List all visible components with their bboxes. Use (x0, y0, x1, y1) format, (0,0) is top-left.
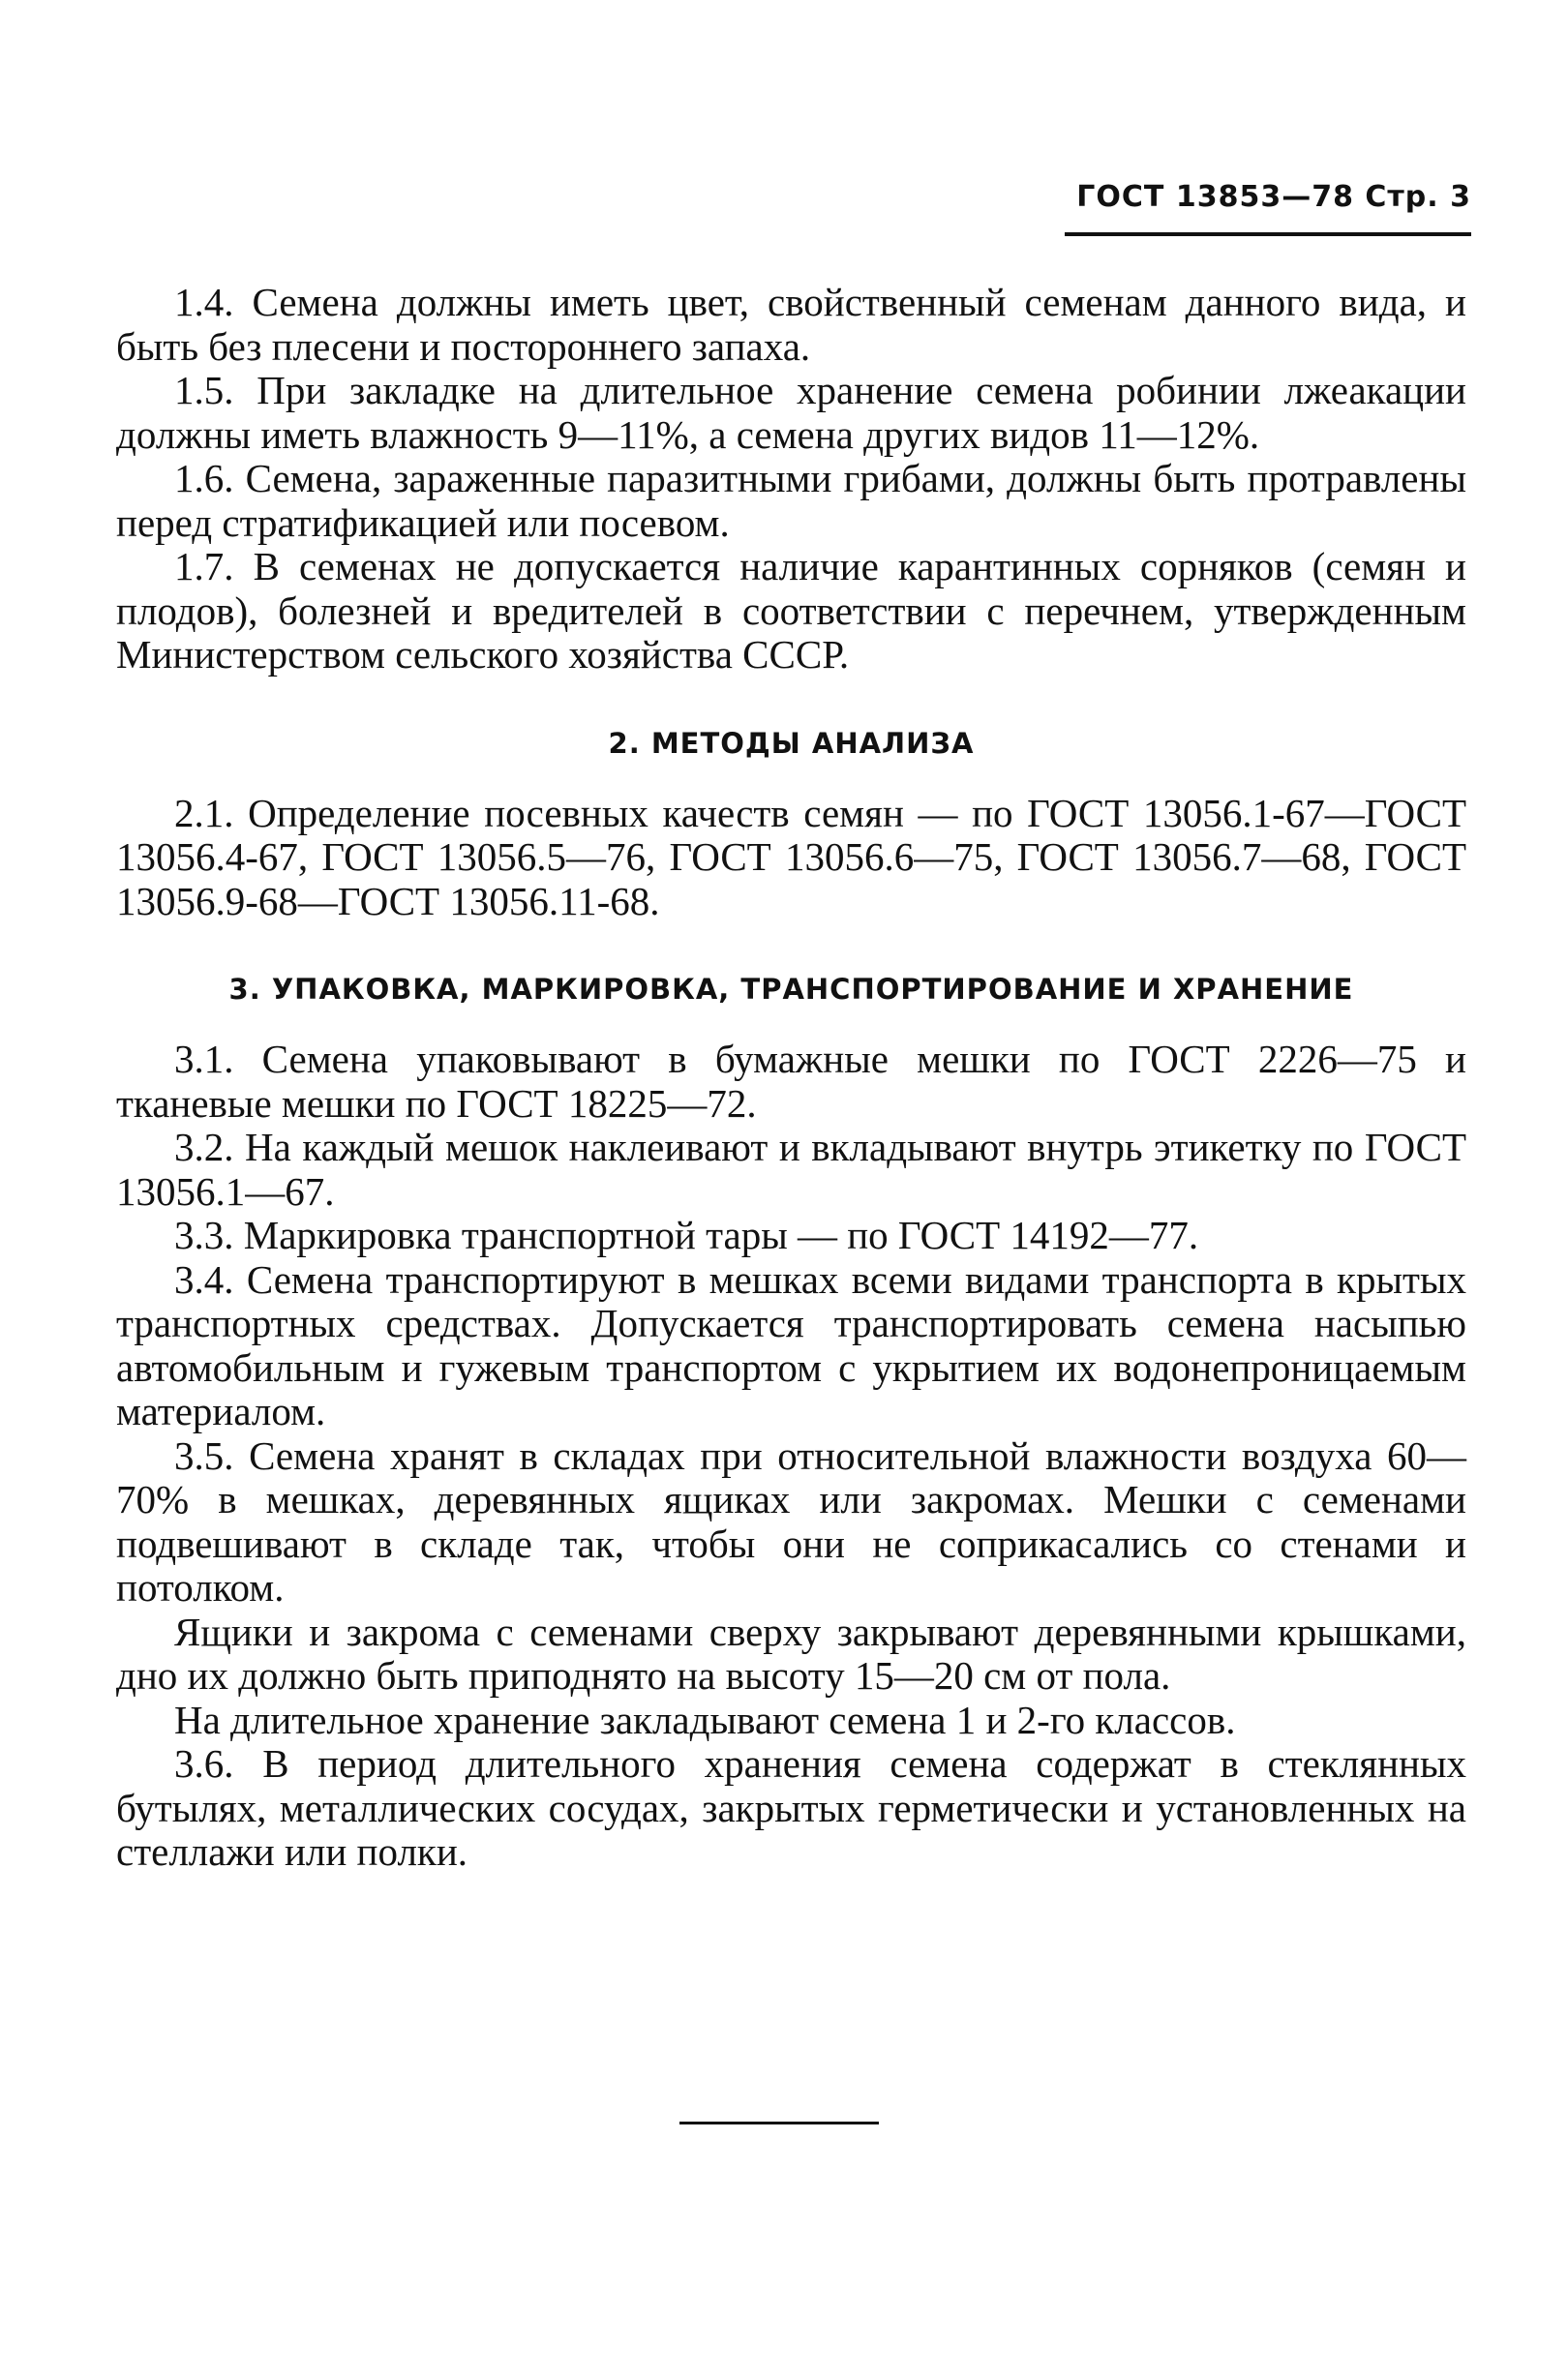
header-rule (1065, 232, 1471, 236)
paragraph-3-5-boxes: Ящики и закрома с семенами сверху закрывают деревянными крышками, дно их должно быть приподнято на высоту 15—20 см от пола. (116, 1609, 1466, 1698)
page-number: Стр. 3 (1365, 180, 1471, 214)
paragraph-1-6: 1.6. Семена, зараженные паразитными грибами, должны быть протравлены перед стратификацией или посевом. (116, 456, 1466, 545)
section-3-title: 3. УПАКОВКА, МАРКИРОВКА, ТРАНСПОРТИРОВАНИЕ И ХРАНЕНИЕ (228, 973, 1354, 1006)
paragraph-3-2: 3.2. На каждый мешок наклеивают и вкладывают внутрь этикетку по ГОСТ 13056.1—67. (116, 1125, 1466, 1214)
paragraph-3-5-classes: На длительное хранение закладывают семена 1 и 2-го классов. (174, 1697, 1236, 1742)
paragraph-1-7: 1.7. В семенах не допускается наличие карантинных сорняков (семян и плодов), болезней и вредителей в соответствии с перечнем, утвержденным Министерством сельского хозяйства СССР. (116, 544, 1466, 677)
paragraph-3-1: 3.1. Семена упаковывают в бумажные мешки по ГОСТ 2226—75 и тканевые мешки по ГОСТ 18225—72. (116, 1037, 1466, 1126)
paragraph-2-1: 2.1. Определение посевных качеств семян — по ГОСТ 13056.1-67—ГОСТ 13056.4-67, ГОСТ 13056.5—76, ГОСТ 13056.6—75, ГОСТ 13056.7—68, ГОСТ 13056.9-68—ГОСТ 13056.11-68. (116, 790, 1466, 923)
paragraph-1-4: 1.4. Семена должны иметь цвет, свойственный семенам данного вида, и быть без плесени и постороннего запаха. (116, 280, 1466, 369)
paragraph-3-6: 3.6. В период длительного хранения семена содержат в стеклянных бутылях, металлических сосудах, закрытых герметически и установленных на стеллажи или полки. (116, 1741, 1466, 1874)
end-rule (679, 2122, 879, 2124)
page-header (1065, 180, 1471, 214)
paragraph-1-5: 1.5. При закладке на длительное хранение семена робинии лжеакации должны иметь влажность 9—11%, а семена других видов 11—12%. (116, 368, 1466, 457)
section-2-title: 2. МЕТОДЫ АНАЛИЗА (608, 726, 975, 760)
paragraph-3-3: 3.3. Маркировка транспортной тары — по ГОСТ 14192—77. (174, 1213, 1199, 1257)
paragraph-3-5: 3.5. Семена хранят в складах при относительной влажности воздуха 60—70% в мешках, деревянных ящиках или закромах. Мешки с семенами подвешивают в складе так, чтобы они не соприкасались со стенами и потолком. (116, 1432, 1466, 1610)
doc-code: ГОСТ 13853—78 (1076, 180, 1354, 214)
document-body (116, 281, 1466, 1875)
paragraph-3-4: 3.4. Семена транспортируют в мешках всеми видами транспорта в крытых транспортных средствах. Допускается транспортировать семена насыпью автомобильным и гужевым транспортом с укрытием их водонепроницаемым материалом. (116, 1256, 1466, 1433)
